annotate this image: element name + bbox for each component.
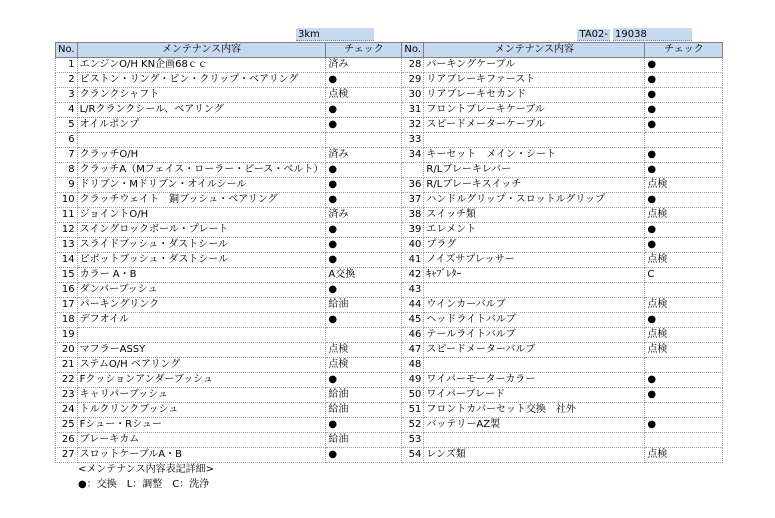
check-status-left: ● bbox=[326, 223, 402, 238]
distance-cell bbox=[296, 28, 374, 41]
maintenance-item-left: キャリパーブッシュ bbox=[77, 388, 326, 403]
row-number-left: 27 bbox=[56, 448, 78, 463]
row-number-right: 33 bbox=[402, 133, 424, 148]
row-number-left: 9 bbox=[56, 178, 78, 193]
maintenance-item-right: テールライトバルブ bbox=[424, 328, 645, 343]
table-row bbox=[56, 103, 723, 118]
maintenance-item-left: ピストン・リング・ピン・クリップ・ベアリング bbox=[77, 73, 326, 88]
check-status-right: ● bbox=[645, 118, 723, 133]
distance-value: 3km bbox=[298, 29, 320, 40]
table-row bbox=[56, 148, 723, 163]
check-status-right: ● bbox=[645, 148, 723, 163]
col-header-check-right: チェック bbox=[645, 43, 723, 58]
check-status-left: 済み bbox=[326, 148, 402, 163]
row-number-left: 26 bbox=[56, 433, 78, 448]
row-number-left: 20 bbox=[56, 343, 78, 358]
row-number-left: 11 bbox=[56, 208, 78, 223]
check-status-left: ● bbox=[326, 373, 402, 388]
row-number-left: 15 bbox=[56, 268, 78, 283]
row-number-right: 41 bbox=[402, 253, 424, 268]
check-status-right: ● bbox=[645, 313, 723, 328]
row-number-left: 25 bbox=[56, 418, 78, 433]
check-status-right: ● bbox=[645, 388, 723, 403]
check-status-left: 給油 bbox=[326, 388, 402, 403]
row-number-left: 3 bbox=[56, 88, 78, 103]
check-status-right bbox=[645, 133, 723, 148]
check-status-right: 点検 bbox=[645, 328, 723, 343]
check-status-left: ● bbox=[326, 103, 402, 118]
check-status-left bbox=[326, 328, 402, 343]
maintenance-item-right bbox=[424, 433, 645, 448]
table-row bbox=[56, 253, 723, 268]
check-status-right: 点検 bbox=[645, 253, 723, 268]
maintenance-item-left: ピボットブッシュ・ダストシール bbox=[77, 253, 326, 268]
check-status-right bbox=[645, 358, 723, 373]
check-status-left: ● bbox=[326, 193, 402, 208]
maintenance-item-right: ｷｬﾌﾞﾚﾀｰ bbox=[424, 268, 645, 283]
row-number-right: 45 bbox=[402, 313, 424, 328]
maintenance-item-right: スピードメーターバルブ bbox=[424, 343, 645, 358]
check-status-left: 点検 bbox=[326, 343, 402, 358]
maintenance-item-right: フロントブレーキケーブル bbox=[424, 103, 645, 118]
row-number-right: 54 bbox=[402, 448, 424, 463]
table-row bbox=[56, 73, 723, 88]
row-number-left: 21 bbox=[56, 358, 78, 373]
check-status-left: ● bbox=[326, 73, 402, 88]
check-status-left: ● bbox=[326, 313, 402, 328]
table-row bbox=[56, 193, 723, 208]
maintenance-item-right bbox=[424, 133, 645, 148]
maintenance-item-left: トルクリンクブッシュ bbox=[77, 403, 326, 418]
table-row bbox=[56, 358, 723, 373]
check-status-left: ● bbox=[326, 253, 402, 268]
col-header-check-left: チェック bbox=[326, 43, 402, 58]
row-number-left: 18 bbox=[56, 313, 78, 328]
maintenance-item-right: プラグ bbox=[424, 238, 645, 253]
maintenance-item-right: スイッチ類 bbox=[424, 208, 645, 223]
table-row bbox=[56, 403, 723, 418]
row-number-right: 43 bbox=[402, 283, 424, 298]
row-number-right: 39 bbox=[402, 223, 424, 238]
row-number-left: 14 bbox=[56, 253, 78, 268]
check-status-left: A交換 bbox=[326, 268, 402, 283]
maintenance-item-right: リアブレーキセカンド bbox=[424, 88, 645, 103]
row-number-right: 34 bbox=[402, 148, 424, 163]
row-number-right: 53 bbox=[402, 433, 424, 448]
check-status-right: ● bbox=[645, 103, 723, 118]
row-number-left: 10 bbox=[56, 193, 78, 208]
table-row bbox=[56, 118, 723, 133]
row-number-right: 46 bbox=[402, 328, 424, 343]
row-number-left: 23 bbox=[56, 388, 78, 403]
maintenance-item-left: クラッチA（Mフェイス・ローラー・ピース・ベルト） bbox=[77, 163, 326, 178]
check-status-left: ● bbox=[326, 418, 402, 433]
legend-title: <メンテナンス内容表記詳細> bbox=[78, 464, 214, 475]
maintenance-item-left: ブレーキカム bbox=[77, 433, 326, 448]
table-row bbox=[56, 238, 723, 253]
row-number-right: 49 bbox=[402, 373, 424, 388]
check-status-left: ● bbox=[326, 118, 402, 133]
maintenance-item-left: カラー A・B bbox=[77, 268, 326, 283]
check-status-left: ● bbox=[326, 283, 402, 298]
check-status-right: ● bbox=[645, 373, 723, 388]
row-number-right: 40 bbox=[402, 238, 424, 253]
check-status-left: ● bbox=[326, 178, 402, 193]
table-row bbox=[56, 133, 723, 148]
row-number-right: 30 bbox=[402, 88, 424, 103]
maintenance-item-left: クラッチウェイト 銅ブッシュ・ベアリング bbox=[77, 193, 326, 208]
model-code: TA02- bbox=[579, 29, 608, 40]
maintenance-item-right: レンズ類 bbox=[424, 448, 645, 463]
table-row bbox=[56, 343, 723, 358]
row-number-left: 8 bbox=[56, 163, 78, 178]
check-status-left bbox=[326, 133, 402, 148]
serial-number: 19038 bbox=[615, 29, 647, 40]
table-row bbox=[56, 163, 723, 178]
check-status-left: 給油 bbox=[326, 433, 402, 448]
maintenance-item-right: キーセット メイン・シート bbox=[424, 148, 645, 163]
row-number-left: 22 bbox=[56, 373, 78, 388]
row-number-left: 6 bbox=[56, 133, 78, 148]
maintenance-item-left bbox=[77, 328, 326, 343]
check-status-right: ● bbox=[645, 223, 723, 238]
check-status-left: ● bbox=[326, 163, 402, 178]
table-row bbox=[56, 58, 723, 73]
maintenance-item-left: スライドブッシュ・ダストシール bbox=[77, 238, 326, 253]
check-status-left: ● bbox=[326, 448, 402, 463]
check-status-left: 済み bbox=[326, 58, 402, 73]
maintenance-item-right: エレメント bbox=[424, 223, 645, 238]
maintenance-item-left: ジョイントO/H bbox=[77, 208, 326, 223]
check-status-right: ● bbox=[645, 193, 723, 208]
row-number-right: 31 bbox=[402, 103, 424, 118]
row-number-right: 52 bbox=[402, 418, 424, 433]
check-status-right: 点検 bbox=[645, 448, 723, 463]
row-number-right: 29 bbox=[402, 73, 424, 88]
check-status-left: 済み bbox=[326, 208, 402, 223]
row-number-right: 38 bbox=[402, 208, 424, 223]
maintenance-item-left: ステムO/H ベアリング bbox=[77, 358, 326, 373]
maintenance-item-right: ハンドルグリップ・スロットルグリップ bbox=[424, 193, 645, 208]
col-header-no-left: No. bbox=[56, 43, 78, 58]
col-header-item-left: メンテナンス内容 bbox=[77, 43, 326, 58]
row-number-left: 16 bbox=[56, 283, 78, 298]
maintenance-item-left: クランクシャフト bbox=[77, 88, 326, 103]
table-body bbox=[56, 58, 723, 463]
col-header-no-right: No. bbox=[402, 43, 424, 58]
maintenance-item-left: スイングロックボール・プレート bbox=[77, 223, 326, 238]
row-number-right: 51 bbox=[402, 403, 424, 418]
check-status-right: ● bbox=[645, 238, 723, 253]
check-status-right: ● bbox=[645, 73, 723, 88]
maintenance-item-right: ノイズサプレッサー bbox=[424, 253, 645, 268]
table-row bbox=[56, 418, 723, 433]
maintenance-item-right: R/Lブレーキレバー bbox=[424, 163, 645, 178]
row-number-left: 4 bbox=[56, 103, 78, 118]
table-row bbox=[56, 268, 723, 283]
maintenance-table bbox=[55, 42, 723, 463]
check-status-right: 点検 bbox=[645, 208, 723, 223]
row-number-right bbox=[402, 163, 424, 178]
serial-cell bbox=[613, 28, 692, 41]
check-status-right: ● bbox=[645, 163, 723, 178]
maintenance-item-right: ワイパーモーターカラー bbox=[424, 373, 645, 388]
table-row bbox=[56, 298, 723, 313]
maintenance-item-right: ヘッドライトバルブ bbox=[424, 313, 645, 328]
maintenance-item-right bbox=[424, 283, 645, 298]
maintenance-item-left: パーキングリンク bbox=[77, 298, 326, 313]
check-status-right: 点検 bbox=[645, 178, 723, 193]
check-status-left: 点検 bbox=[326, 358, 402, 373]
check-status-right bbox=[645, 403, 723, 418]
table-row bbox=[56, 178, 723, 193]
row-number-right: 28 bbox=[402, 58, 424, 73]
check-status-left: ● bbox=[326, 238, 402, 253]
check-status-left: 給油 bbox=[326, 403, 402, 418]
check-status-right: ● bbox=[645, 58, 723, 73]
table-row bbox=[56, 208, 723, 223]
row-number-right: 50 bbox=[402, 388, 424, 403]
table-row bbox=[56, 448, 723, 463]
check-status-right: 点検 bbox=[645, 298, 723, 313]
table-row bbox=[56, 373, 723, 388]
check-status-right: 点検 bbox=[645, 343, 723, 358]
legend-detail: ●：交換 L：調整 C：洗浄 bbox=[78, 479, 210, 490]
check-status-left: 給油 bbox=[326, 298, 402, 313]
maintenance-item-right: ワイパーブレード bbox=[424, 388, 645, 403]
row-number-left: 17 bbox=[56, 298, 78, 313]
maintenance-item-left: クラッチO/H bbox=[77, 148, 326, 163]
model-code-cell bbox=[393, 28, 613, 41]
row-number-right: 37 bbox=[402, 193, 424, 208]
maintenance-item-left bbox=[77, 133, 326, 148]
table-header-row bbox=[56, 43, 723, 58]
table-row bbox=[56, 88, 723, 103]
row-number-right: 42 bbox=[402, 268, 424, 283]
maintenance-item-left: Fシュー・Rシュー bbox=[77, 418, 326, 433]
maintenance-item-left: L/Rクランクシール、ベアリング bbox=[77, 103, 326, 118]
check-status-right: ● bbox=[645, 418, 723, 433]
check-status-right bbox=[645, 283, 723, 298]
row-number-left: 5 bbox=[56, 118, 78, 133]
row-number-left: 7 bbox=[56, 148, 78, 163]
maintenance-item-left: オイルポンプ bbox=[77, 118, 326, 133]
row-number-right: 44 bbox=[402, 298, 424, 313]
table-row bbox=[56, 328, 723, 343]
maintenance-item-left: ダンパーブッシュ bbox=[77, 283, 326, 298]
maintenance-item-right: R/Lブレーキスイッチ bbox=[424, 178, 645, 193]
table-row bbox=[56, 283, 723, 298]
table-row bbox=[56, 388, 723, 403]
row-number-left: 1 bbox=[56, 58, 78, 73]
col-header-item-right: メンテナンス内容 bbox=[424, 43, 645, 58]
table-row bbox=[56, 433, 723, 448]
row-number-right: 36 bbox=[402, 178, 424, 193]
row-number-left: 12 bbox=[56, 223, 78, 238]
maintenance-item-right: スピードメーターケーブル bbox=[424, 118, 645, 133]
check-status-right bbox=[645, 433, 723, 448]
maintenance-item-right: リアブレーキファースト bbox=[424, 73, 645, 88]
maintenance-item-right bbox=[424, 358, 645, 373]
maintenance-item-right: バッテリーAZ製 bbox=[424, 418, 645, 433]
row-number-left: 19 bbox=[56, 328, 78, 343]
maintenance-item-right: ウインカーバルブ bbox=[424, 298, 645, 313]
maintenance-item-right: パーキングケーブル bbox=[424, 58, 645, 73]
maintenance-item-left: エンジンO/H KN企画68ｃｃ bbox=[77, 58, 326, 73]
row-number-right: 48 bbox=[402, 358, 424, 373]
row-number-right: 32 bbox=[402, 118, 424, 133]
maintenance-item-left: マフラーASSY bbox=[77, 343, 326, 358]
maintenance-item-left: ドリブン・Mドリブン・オイルシール bbox=[77, 178, 326, 193]
row-number-right: 47 bbox=[402, 343, 424, 358]
maintenance-item-left: Fクッションアンダーブッシュ bbox=[77, 373, 326, 388]
check-status-right: ● bbox=[645, 88, 723, 103]
row-number-left: 24 bbox=[56, 403, 78, 418]
maintenance-item-left: デフオイル bbox=[77, 313, 326, 328]
table-row bbox=[56, 313, 723, 328]
table-row bbox=[56, 223, 723, 238]
maintenance-item-left: スロットケーブルA・B bbox=[77, 448, 326, 463]
maintenance-item-right: フロントカバーセット交換 社外 bbox=[424, 403, 645, 418]
check-status-right: C bbox=[645, 268, 723, 283]
check-status-left: 点検 bbox=[326, 88, 402, 103]
row-number-left: 2 bbox=[56, 73, 78, 88]
row-number-left: 13 bbox=[56, 238, 78, 253]
